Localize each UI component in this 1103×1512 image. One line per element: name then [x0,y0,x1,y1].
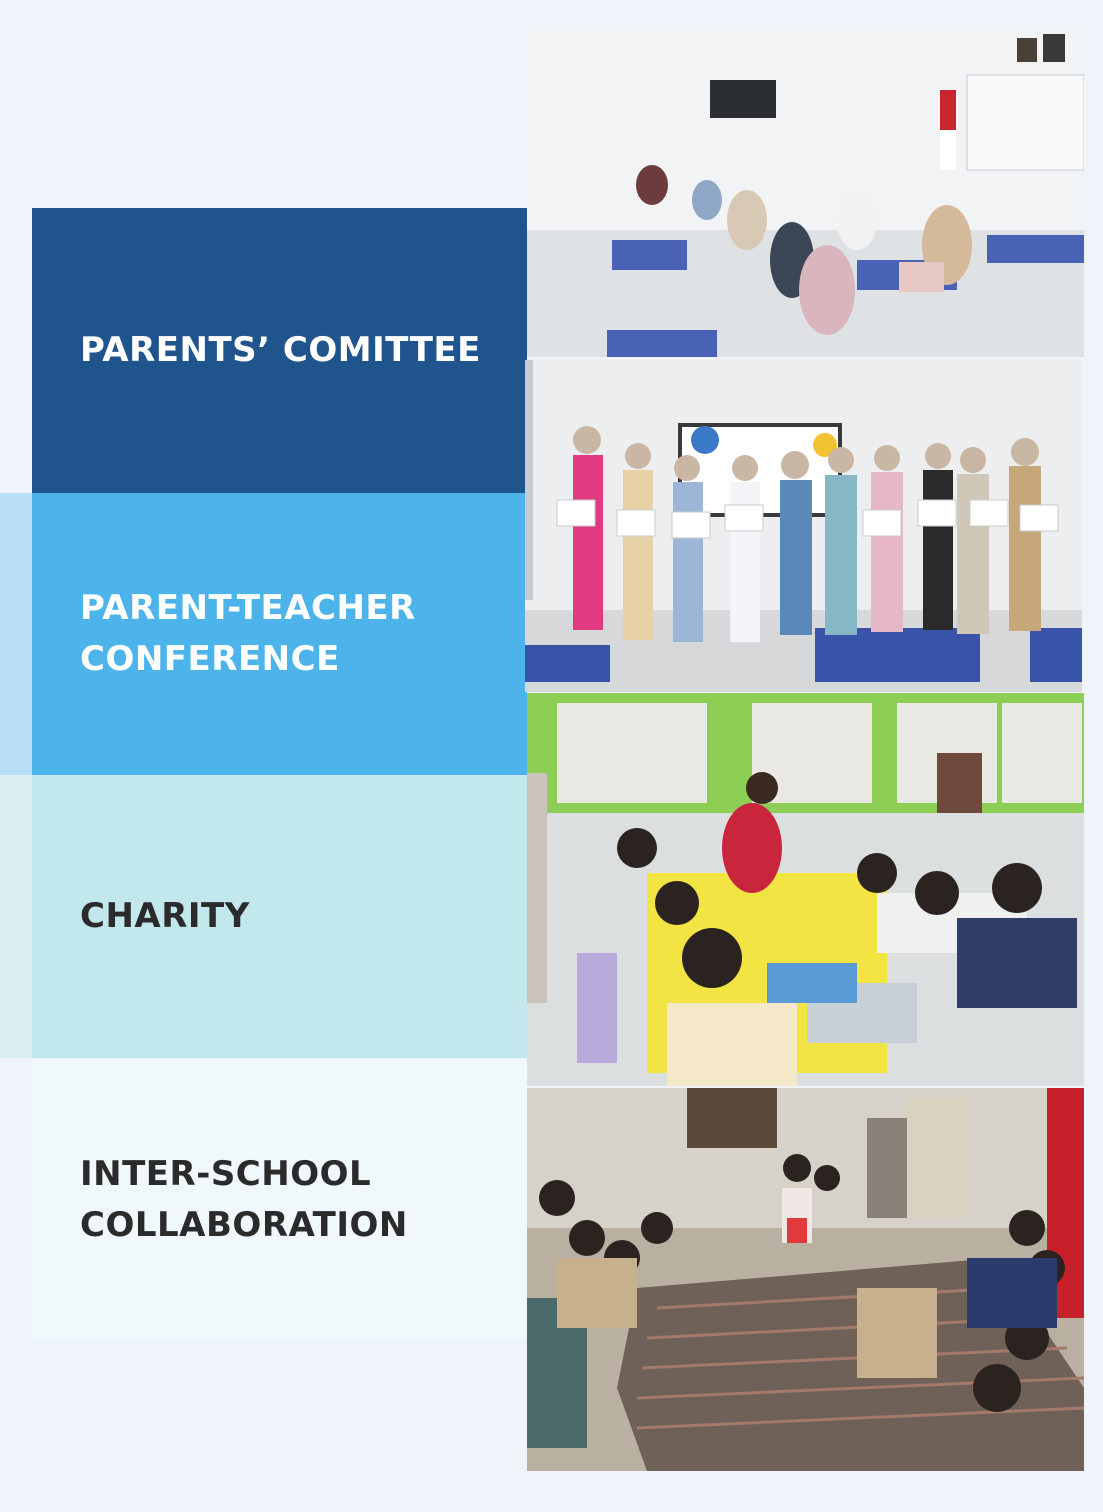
inter-school-collaboration-label: INTER-SCHOOL COLLABORATION [80,1153,408,1245]
parent-teacher-conference-label: PARENT-TEACHER CONFERENCE [80,588,416,679]
parents-committee-label: PARENTS’ COMITTEE [80,330,481,370]
parent-teacher-conference-panel [32,493,527,775]
inter-school-collaboration-photo [527,1088,1084,1471]
side-band-teal [0,775,32,1058]
charity-label: CHARITY [80,896,250,936]
charity-photo [527,693,1084,1086]
side-band-blue [0,493,32,775]
parent-teacher-conference-photo [525,360,1082,692]
parents-committee-panel [32,208,527,493]
inter-school-collaboration-panel [32,1058,527,1341]
charity-panel [32,775,527,1058]
parents-committee-photo [527,30,1084,357]
